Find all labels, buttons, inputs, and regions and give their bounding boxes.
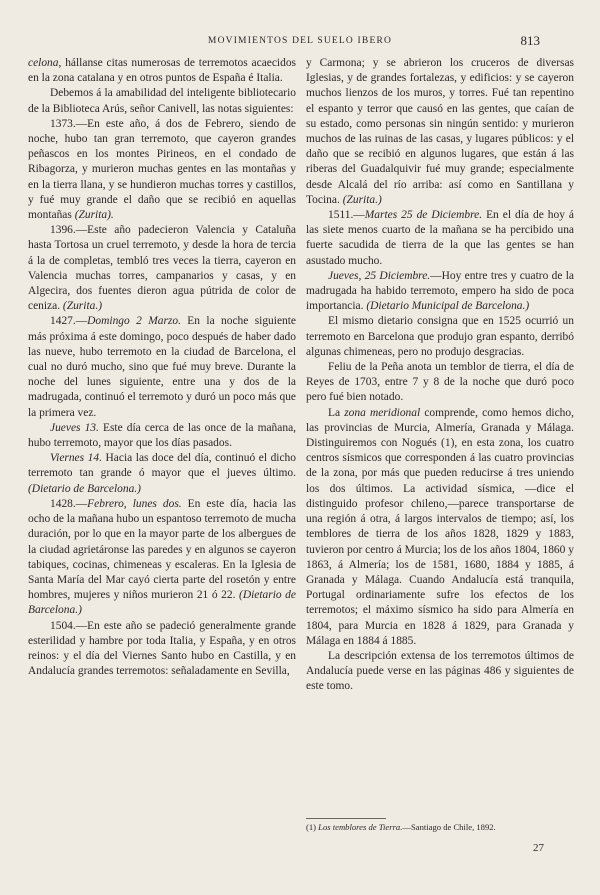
paragraph bbox=[28, 56, 296, 86]
text-run: 1373.—En este año, á dos de Febrero, siendo de noche, hubo tan gran terremoto, que cayeron grandes peñascos en los montes Pirineos, en el condado de Ribagorza, y murieron muchas gentes en las montañas y en la tierra llana, y se hundieron muchas torres y castillos, y fué muy grande el daño que se recibió en aquellas montañas bbox=[28, 117, 296, 222]
text-run: y Carmona; y se abrieron los cruceros de diversas Iglesias, y de grandes fortalezas, y edificios: y se cayeron muchos lienzos de los muros, y torres. Fué tan repentino el espanto y terror que causó en las gentes, que caían de su estado, como personas sin ningún sentido: y murieron muchos de las ruinas de las casas, y lugares públicos: y el daño que se recibió en algunos lugares, que están á las riberas del Guadalquivir fué muy grande; especialmente desde Alcalá del río arriba: así como en Santillana y Tocina. bbox=[306, 57, 574, 206]
text-run: 1428.— bbox=[50, 497, 88, 510]
paragraph bbox=[28, 451, 296, 497]
text-run: En el día de hoy á las siete menos cuarto de la mañana se ha percibido una fuerte sacudida de tierra de la que las gentes se han asustado mucho. bbox=[306, 209, 574, 267]
italic-run: Jueves 13. bbox=[50, 421, 99, 434]
paragraph bbox=[306, 56, 574, 208]
paragraph bbox=[306, 360, 574, 406]
italic-run: (Dietario de Barcelona.) bbox=[28, 589, 296, 617]
text-run: La bbox=[328, 406, 345, 419]
italic-run: (Zurita.) bbox=[62, 300, 103, 313]
text-run: , hállanse citas numerosas de terremotos acaecidos en la zona catalana y en otros puntos de España é Italia. bbox=[28, 57, 296, 85]
text-run: 1427.— bbox=[50, 315, 88, 328]
footnote-divider bbox=[306, 818, 386, 819]
text-run: 1504.—En este año se padeció generalmente grande esterilidad y hambre por toda Italia, y España, y en otros reinos: y el día del Viernes Santo hubo en Castilla, y en Andalucía grandes terremotos: señaladamente en Sevilla, bbox=[28, 619, 296, 678]
text-run: —Hoy entre tres y cuatro de la madrugada ha habido terremoto, empero ha sido de poca importancia. bbox=[306, 269, 575, 313]
italic-run: (Zurita.) bbox=[342, 193, 382, 206]
italic-run: zona meridional bbox=[344, 406, 421, 419]
footnote-marker: (1) bbox=[306, 822, 319, 832]
italic-run: Martes 25 de Diciembre. bbox=[364, 209, 483, 222]
paragraph bbox=[306, 314, 574, 360]
paragraph bbox=[306, 269, 574, 315]
text-run: comprende, como hemos dicho, las provincias de Murcia, Almería, Granada y Málaga. Distinguiremos con Nogués (1), en esta zona, los cuatro centros sísmicos que corresponden á las cuatro provincias de la zona, por más que pueden reducirse á tres uniendo los dos últimos. La actividad sísmica, —dice el distinguido profesor chileno,—parece transportarse de una región á otra, á largos intervalos de tiempo; así, los temblores de tierra de los años 1828, 1829 y 1883, tuvieron por centro á Murcia; los de los años 1804, 1860 y 1863, á Almería; los de 1581, 1680, 1884 y 1885, á Granada y Málaga. Cuando Andalucía está tranquila, Portugal ordinariamente sufre los efectos de los terremotos; el máximo sísmico ha sido para Almería en 1804, para Murcia en 1828 á 1829, para Granada y Málaga en 1884 á 1885. bbox=[306, 406, 574, 647]
italic-run: Domingo 2 Marzo. bbox=[87, 315, 181, 328]
text-run: Debemos á la amabilidad del inteligente bibliotecario de la Biblioteca Arús, señor Canivell, las notas siguientes: bbox=[28, 87, 296, 115]
paragraph bbox=[28, 619, 296, 680]
text-run: 1396.—Este año padecieron Valencia y Cataluña hasta Tortosa un cruel terremoto, y desde la hora de tercia á la de completas, tembló tres veces la tierra, cayeron en Valencia muchas torres, campanarios y casas, y en Algecira, dos fuentes dieron agua pútrida de color de ceniza. bbox=[28, 224, 296, 313]
paragraph bbox=[28, 86, 296, 116]
page-header bbox=[0, 33, 600, 51]
text-run: En este día, hacia las ocho de la mañana hubo un espantoso terremoto de mucha duración, por lo que en la mayor parte de los albergues de la ciudad agrietáronse las paredes y en algunos se cayeron tabiques, cocinas, chimeneas y escaleras. En la Iglesia de Santa María del Mar cayó cierta parte del rosetón y entre hombres, mujeres y niños murieron 21 ó 22. bbox=[28, 497, 296, 602]
text-run: En la noche siguiente más próxima á este domingo, poco después de haber dado las nueve, hubo terremoto en la ciudad de Barcelona, el cual no duró mucho, sino que fué muy breve. Durante la noche del lunes siguiente, entre una y dos de la madrugada, continuó el terremoto y duró un poco más que la primera vez. bbox=[28, 315, 296, 419]
paragraph bbox=[28, 223, 296, 314]
paragraph bbox=[306, 208, 574, 269]
left-column bbox=[28, 56, 296, 679]
text-run: La descripción extensa de los terremotos últimos de Andalucía puede verse en las páginas 486 y siguientes de este tomo. bbox=[306, 649, 574, 693]
right-column bbox=[306, 56, 574, 695]
paragraph bbox=[28, 421, 296, 451]
paragraph bbox=[306, 649, 574, 695]
italic-run: (Dietario Municipal de Barcelona.) bbox=[366, 300, 530, 313]
paragraph bbox=[28, 117, 296, 223]
running-title: MOVIMIENTOS DEL SUELO IBERO bbox=[207, 36, 393, 46]
italic-run: Jueves, 25 Diciembre. bbox=[328, 269, 431, 282]
italic-run: (Zurita). bbox=[74, 209, 114, 222]
italic-run: (Dietario de Barcelona.) bbox=[28, 482, 141, 495]
italic-run: Viernes 14. bbox=[50, 452, 102, 465]
text-run: 1511.— bbox=[328, 209, 365, 222]
footnote-source: Los temblores de Tierra. bbox=[318, 822, 403, 832]
text-run: El mismo dietario consigna que en 1525 ocurrió un terremoto en Barcelona que produjo gran espanto, derribó algunas chimeneas, pero no produjo desgracias. bbox=[306, 315, 574, 358]
text-run: Hacia las doce del día, continuó el dicho terremoto tan grande ó mayor que el jueves último. bbox=[28, 452, 296, 480]
italic-run: Febrero, lunes dos. bbox=[87, 497, 182, 510]
paragraph bbox=[28, 314, 296, 420]
footnote bbox=[306, 822, 574, 833]
footnote-rest: —Santiago de Chile, 1892. bbox=[402, 822, 496, 832]
text-run: Feliu de la Peña anota un temblor de tierra, el día de Reyes de 1703, entre 7 y 8 de la noche que duró poco pero fué bien notado. bbox=[306, 361, 574, 404]
text-run: Este día cerca de las once de la mañana, hubo terremoto, mayor que los días pasados. bbox=[28, 421, 297, 450]
paragraph bbox=[306, 406, 574, 649]
italic-run: celona bbox=[28, 57, 59, 69]
paragraph bbox=[28, 497, 296, 619]
printer-signature: 27 bbox=[533, 842, 544, 854]
page-number: 813 bbox=[520, 33, 540, 48]
